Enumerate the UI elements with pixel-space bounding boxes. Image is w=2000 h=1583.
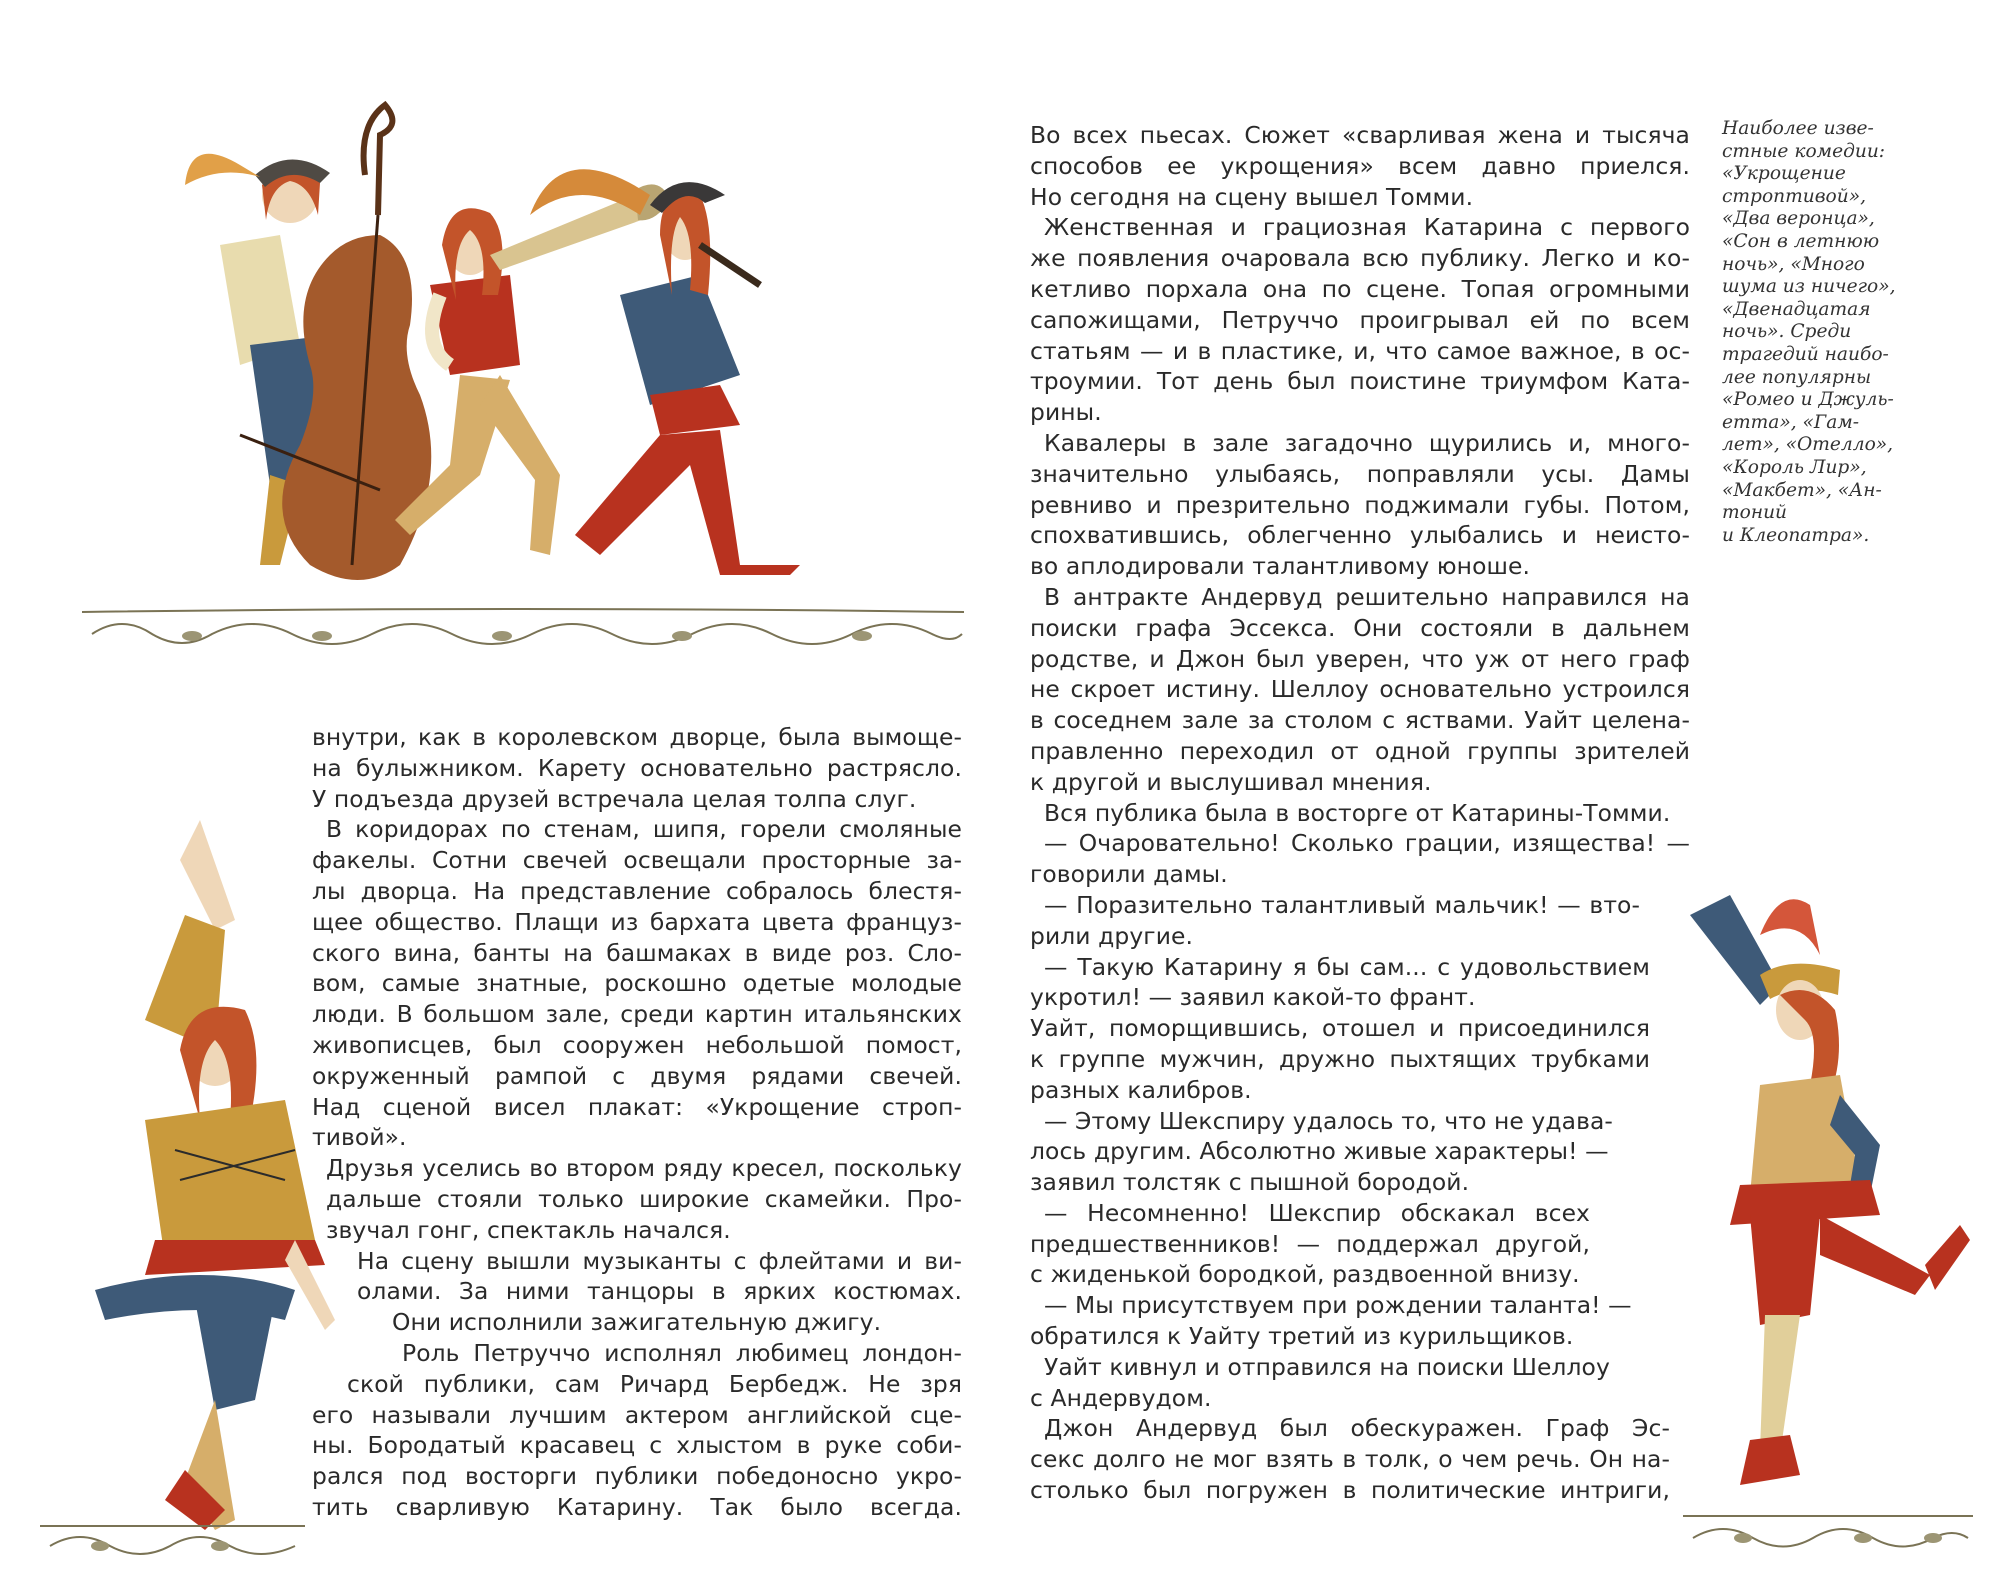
text-line: В антракте Андервуд решительно направился на xyxy=(1044,582,1690,611)
text-line: — Очаровательно! Сколько грации, изящества! — xyxy=(1044,829,1690,858)
sidenote-line: ночь». Среди xyxy=(1722,321,1852,343)
sidenote-shakespeare-plays xyxy=(1722,118,1972,547)
text-line: Но сегодня на сцену вышел Томми. xyxy=(1030,182,1474,211)
text-line: заявил толстяк с пышной бородой. xyxy=(1030,1168,1470,1197)
text-line: внутри, как в королевском дворце, была вымоще- xyxy=(312,723,962,751)
text-line: укротил! — заявил какой-то франт. xyxy=(1030,983,1476,1012)
text-line: Уайт, поморщившись, отошел и присоединился xyxy=(1030,1014,1650,1043)
text-line: столько был погружен в политические интриги, xyxy=(1030,1476,1670,1505)
sidenote-line: ночь», «Много xyxy=(1722,253,1865,275)
text-line: правленно переходил от одной группы зрителей xyxy=(1030,736,1690,765)
text-line: ревниво и презрительно поджимали губы. Потом, xyxy=(1030,490,1690,519)
sidenote-line: «Двенадцатая xyxy=(1722,298,1871,320)
dancer-right-illustration xyxy=(1670,895,1970,1515)
sidenote-line: лее популярны xyxy=(1722,366,1872,388)
text-line: Вся публика была в восторге от Катарины-Томми. xyxy=(1044,798,1671,827)
text-line: дальше стояли только широкие скамейки. Про- xyxy=(326,1184,962,1213)
text-line: говорили дамы. xyxy=(1030,860,1228,889)
sidenote-line: етта», «Гам- xyxy=(1722,411,1860,433)
bottom-left-ornament xyxy=(40,1520,305,1560)
sidenote-line: Наиболее изве- xyxy=(1722,118,1874,139)
text-line: Джон Андервуд был обескуражен. Граф Эс- xyxy=(1044,1414,1670,1443)
vine-ornament-icon xyxy=(82,604,964,654)
musicians-drawing xyxy=(180,95,920,605)
text-line: же появления очаровала всю публику. Легко и ко- xyxy=(1030,244,1690,273)
text-line: — Мы присутствуем при рождении таланта! — xyxy=(1044,1291,1632,1320)
sidenote-line: и Клеопатра». xyxy=(1722,524,1870,546)
sidenote-line: лет», «Отелло», xyxy=(1722,434,1894,456)
text-line: предшественников! — поддержал другой, xyxy=(1030,1229,1590,1258)
text-line: на булыжником. Карету основательно растрясло. xyxy=(312,753,962,782)
top-ornament-divider xyxy=(82,604,964,654)
text-line: поиски графа Эссекса. Они состояли в дальнем xyxy=(1030,613,1690,642)
text-line: Роль Петруччо исполнял любимец лондон- xyxy=(402,1338,962,1367)
text-line: щее общество. Плащи из бархата цвета француз- xyxy=(312,907,962,936)
text-line: значительно улыбаясь, поправляли усы. Дамы xyxy=(1030,459,1690,488)
musicians-illustration xyxy=(180,95,920,605)
text-line: олами. За ними танцоры в ярких костюмах. xyxy=(357,1277,962,1306)
text-line: тивой». xyxy=(312,1123,407,1152)
text-line: к другой и выслушивал мнения. xyxy=(1030,767,1432,796)
text-line: рался под восторги публики победоносно укро- xyxy=(312,1462,962,1491)
text-line: рины. xyxy=(1030,398,1102,427)
text-line: тить сварливую Катарину. Так было всегда. xyxy=(312,1492,962,1521)
text-line: ской публики, сам Ричард Бербедж. Не зря xyxy=(347,1369,962,1398)
text-line: рили другие. xyxy=(1030,921,1194,950)
text-line: с жиденькой бородкой, раздвоенной внизу. xyxy=(1030,1260,1580,1289)
text-line: троумии. Тот день был поистине триумфом Ката- xyxy=(1030,367,1690,396)
text-line: окруженный рампой с двумя рядами свечей. xyxy=(312,1061,962,1090)
sidenote-line: «Два веронца», xyxy=(1722,208,1875,230)
text-line: обратился к Уайту третий из курильщиков. xyxy=(1030,1322,1574,1351)
sidenote-line: «Ромео и Джуль- xyxy=(1722,389,1894,411)
sidenote-line: «Макбет», «Ан- xyxy=(1722,479,1882,501)
text-line: Над сценой висел плакат: «Укрощение строп- xyxy=(312,1092,962,1121)
text-line: У подъезда друзей встречала целая толпа слуг. xyxy=(312,784,917,813)
text-line: в соседнем зале за столом с яствами. Уайт целена- xyxy=(1030,706,1690,735)
text-line: разных калибров. xyxy=(1030,1075,1252,1104)
text-line: вом, самые знатные, роскошно одетые молодые xyxy=(312,969,962,998)
text-line: ны. Бородатый красавец с хлыстом в руке соби- xyxy=(312,1431,962,1460)
left-column-text xyxy=(312,722,962,1523)
dancer-right-drawing xyxy=(1670,895,1970,1515)
text-line: Женственная и грациозная Катарина с первого xyxy=(1044,213,1690,242)
text-line: кетливо порхала она по сцене. Топая огромными xyxy=(1030,274,1690,303)
right-page xyxy=(1000,0,2000,1583)
text-line: На сцену вышли музыканты с флейтами и ви- xyxy=(357,1246,962,1275)
sidenote-line: «Король Лир», xyxy=(1722,456,1867,478)
text-line: сапожищами, Петруччо проигрывал ей по всем xyxy=(1030,305,1690,334)
text-line: Друзья уселись во втором ряду кресел, поскольку xyxy=(326,1154,962,1183)
text-line: — Такую Катарину я бы сам... с удовольствием xyxy=(1044,952,1650,981)
sidenote-line: тоний xyxy=(1722,502,1788,524)
text-line: Они исполнили зажигательную джигу. xyxy=(392,1308,882,1337)
text-line: Уайт кивнул и отправился на поиски Шеллоу xyxy=(1044,1352,1610,1381)
text-line: способов ее укрощения» всем давно приелся. xyxy=(1030,151,1690,180)
text-line: Во всех пьесах. Сюжет «сварливая жена и тысяча xyxy=(1030,121,1690,149)
text-line: — Несомненно! Шекспир обскакал всех xyxy=(1044,1198,1590,1227)
sidenote-line: строптивой», xyxy=(1722,185,1867,207)
text-line: живописцев, был сооружен небольшой помост, xyxy=(312,1030,962,1059)
sidenote-line: «Сон в летнюю xyxy=(1722,230,1880,252)
vine-ornament-icon xyxy=(1683,1510,1973,1555)
text-line: лы дворца. На представление собралось блестя- xyxy=(312,876,962,905)
text-line: статьям — и в пластике, и, что самое важное, в ос- xyxy=(1030,336,1690,365)
text-line: Кавалеры в зале загадочно щурились и, много- xyxy=(1044,428,1690,457)
text-line: факелы. Сотни свечей освещали просторные за- xyxy=(312,846,962,875)
text-line: — Этому Шекспиру удалось то, что не удава- xyxy=(1044,1106,1613,1135)
sidenote-line: шума из ничего», xyxy=(1722,276,1896,298)
text-line: лось другим. Абсолютно живые характеры! — xyxy=(1030,1137,1609,1166)
text-line: во аплодировали талантливому юноше. xyxy=(1030,552,1531,581)
sidenote-line: «Укрощение xyxy=(1722,163,1846,185)
text-line: звучал гонг, спектакль начался. xyxy=(326,1215,731,1244)
text-line: ского вина, банты на башмаках в виде роз. Сло- xyxy=(312,938,962,967)
text-line: — Поразительно талантливый мальчик! — вто- xyxy=(1044,890,1640,919)
sidenote-line: трагедий наибо- xyxy=(1722,343,1889,365)
text-line: родстве, и Джон был уверен, что уж от него граф xyxy=(1030,644,1690,673)
bottom-right-ornament xyxy=(1683,1510,1973,1555)
text-line: спохватившись, облегченно улыбались и неисто- xyxy=(1030,521,1690,550)
sidenote-line: стные комедии: xyxy=(1722,140,1886,162)
right-column-text xyxy=(1030,120,1690,1506)
vine-ornament-icon xyxy=(40,1520,305,1560)
text-line: не скроет истину. Шеллоу основательно устроился xyxy=(1030,675,1690,704)
text-line: секс долго не мог взять в толк, о чем речь. Он на- xyxy=(1030,1445,1670,1474)
text-line: к группе мужчин, дружно пыхтящих трубками xyxy=(1030,1044,1650,1073)
text-line: В коридорах по стенам, шипя, горели смоляные xyxy=(326,815,962,844)
text-line: его называли лучшим актером английской сце- xyxy=(312,1400,962,1429)
text-line: люди. В большом зале, среди картин итальянских xyxy=(312,1000,962,1029)
text-line: с Андервудом. xyxy=(1030,1383,1212,1412)
